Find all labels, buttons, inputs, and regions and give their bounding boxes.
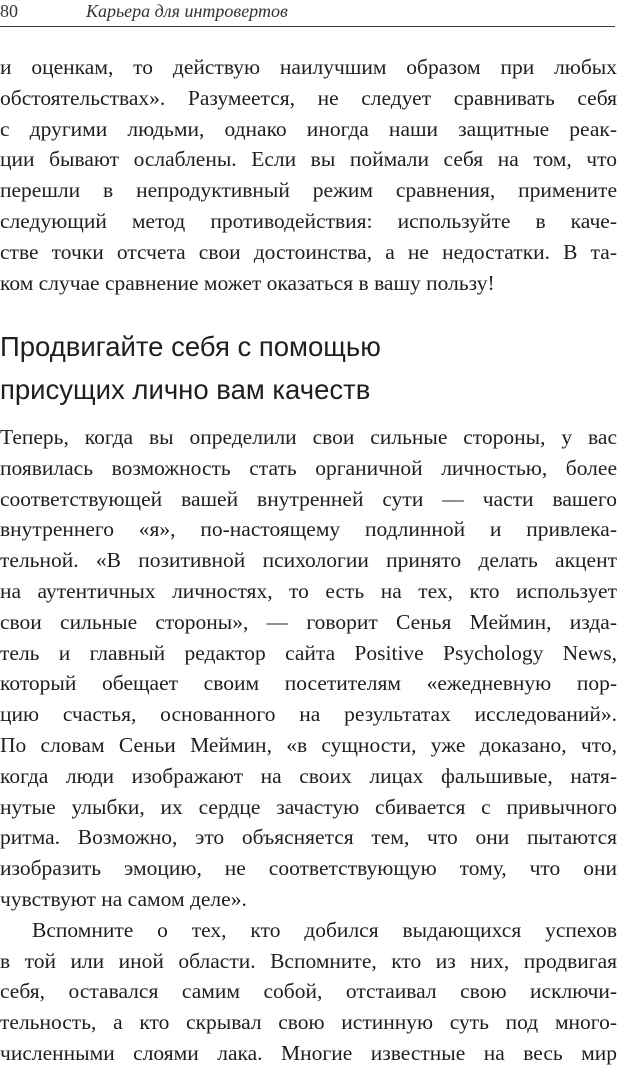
text-line: обстоятельствах». Разумеется, не следует сравнивать себя (0, 85, 617, 110)
text-line: следующий метод противодействия: используйте в каче- (0, 208, 617, 233)
text-line: соответствующей вашей внутренней сути — части вашего (0, 486, 617, 511)
text-line: нутые улыбки, их сердце зачастую сбивается с привычного (0, 794, 617, 819)
text-line: который обещает своим посетителям «ежедневную пор- (0, 671, 617, 696)
text-line: численными слоями лака. Многие известные на весь мир (0, 1040, 617, 1065)
text-line: Теперь, когда вы определили свои сильные стороны, у вас (0, 425, 617, 449)
text-line: тель и главный редактор сайта Positive Psychology News, (0, 640, 617, 665)
paragraph-1 (0, 52, 617, 298)
heading-line: Продвигайте себя с помощью (0, 331, 381, 362)
text-line: Вспомните о тех, кто добился выдающихся успехов (32, 917, 617, 942)
text-line: изобразить эмоцию, не соответствующую тому, что они (0, 856, 617, 881)
text-line: тельность, а кто скрывал свою истинную суть под много- (0, 1010, 617, 1035)
heading-line: присущих лично вам качеств (0, 374, 371, 405)
section-heading (0, 325, 617, 411)
text-line: перешли в непродуктивный режим сравнения, примените (0, 178, 617, 203)
text-line: По словам Сеньи Меймин, «в сущности, уже доказано, что, (0, 732, 617, 757)
text-line: цию счастья, основанного на результатах исследований». (0, 702, 617, 727)
text-line: появилась возможность стать органичной личностью, более (0, 455, 617, 480)
running-title: Карьера для интровертов (86, 1, 288, 21)
page-number: 80 (0, 1, 18, 21)
text-line: ритма. Возможно, это объясняется тем, что они пытаются (0, 825, 617, 850)
text-line: и оценкам, то действую наилучшим образом при любых (0, 55, 617, 79)
text-line: тельной. «В позитивной психологии принято делать акцент (0, 548, 617, 573)
page-header (0, 0, 615, 27)
text-line: чувствуют на самом деле». (0, 886, 247, 911)
text-line: ции бывают ослаблены. Если вы поймали себя на том, что (0, 147, 617, 172)
text-line: себя, оставался самим собой, отстаивал свою исключи- (0, 979, 617, 1004)
text-line: в той или иной области. Вспомните, кто из них, продвигая (0, 948, 617, 973)
text-line: с другими людьми, однако иногда наши защитные реак- (0, 116, 617, 141)
text-line: ком случае сравнение может оказаться в вашу пользу! (0, 270, 495, 295)
text-line: стве точки отсчета свои достоинства, а не недостатки. В та- (0, 239, 617, 264)
paragraph-2 (0, 422, 617, 1069)
text-line: свои сильные стороны», — говорит Сенья Меймин, изда- (0, 609, 617, 634)
text-line: внутреннего «я», по-настоящему подлинной и привлека- (0, 517, 617, 542)
text-line: когда люди изображают на своих лицах фальшивые, натя- (0, 763, 617, 788)
text-line: на аутентичных личностях, то есть на тех, кто использует (0, 578, 617, 603)
